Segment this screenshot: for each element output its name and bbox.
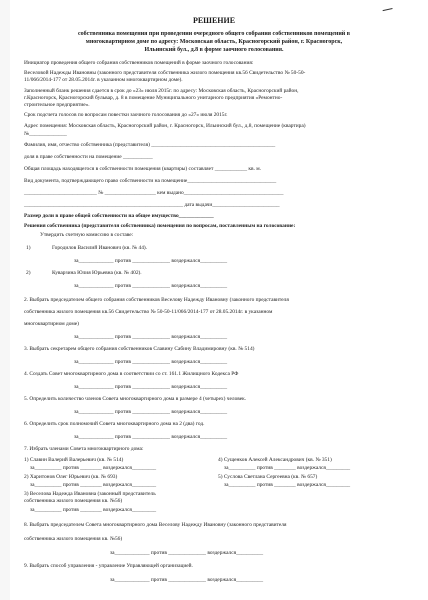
document-type-field[interactable]: Вид документа, подтверждающего право собственности на помещение_________________________________ (24, 178, 277, 184)
vote-question-3[interactable]: за_____________ против ______________ воздержался__________ (74, 359, 228, 365)
ownership-share-field[interactable]: доля в праве собственности на помещение ___________ (24, 154, 153, 160)
vote-member-1[interactable]: за__________ против ________ воздержался_________ (30, 465, 157, 471)
question-8-line-2: собственника жилого помещения кв. №56) (24, 536, 123, 542)
common-property-share: Размер доли в праве общей собственности на общее имущество_____________ (24, 213, 214, 219)
doc-subtitle-line-1: собственника помещения при проведении очередного общего собрания собственников помещений в (78, 31, 350, 37)
member-5: 5) Суслова Светлана Сергеевна (кв. № 657) (218, 474, 318, 480)
deadline-line-3: строительное предприятие». (24, 102, 90, 108)
question-7: 7. Избрать членами Совета многоквартирного дома: (24, 446, 144, 452)
premises-number-field[interactable]: №______________ (24, 131, 67, 137)
member-4: 4) Сущенков Алексей Александрович (кв. № 351) (218, 457, 332, 463)
question-2-line-2: собственника жилого помещения кв.56 Свидетельство № 50-50-11/066/2014-177 от 28.05.2014г. в указанном (24, 309, 273, 315)
pen-mark (383, 8, 394, 15)
vote-question-6[interactable]: за_____________ против ______________ воздержался__________ (74, 434, 228, 440)
question-3: 3. Выбрать секретарем общего собрания собственников Славину Сабину Владимировну (кв. № 514) (24, 346, 255, 352)
deadline-line-1: Заполненный бланк решения сдается в срок до «23» июля 2015г. по адресу: Московская область, Красногорский район, (24, 88, 299, 94)
question-2-line-1: 2. Выбрать председателем общего собрания собственников Веселову Надежду Ивановну (законного представителя (24, 297, 289, 303)
area-field[interactable]: Общая площадь находящегося в собственности помещения (квартиры) составляет ____________ кв. м. (24, 166, 262, 172)
vote-member-2[interactable]: за__________ против ________ воздержался_________ (30, 482, 157, 488)
vote-question-5[interactable]: за_____________ против ______________ воздержался__________ (74, 409, 228, 415)
vote-question-8[interactable]: за_____________ против ______________ воздержался__________ (110, 550, 264, 556)
vote-question-2[interactable]: за_____________ против ______________ воздержался__________ (74, 334, 228, 340)
document-number-field[interactable]: ___________________________ № ___________________ кем выдано_____________________________________ (24, 190, 284, 196)
issue-date-field[interactable]: ___________________________________________________________ дата выдачи_________________________ (24, 202, 280, 208)
question-4: 4. Создать Совет многоквартирного дома в соответствии со ст. 161.1 Жилищного Кодекса РФ (24, 371, 239, 377)
candidate-2: Куварзина Юлия Юрьевна (кв. № 402). (52, 270, 142, 276)
candidate-2-number: 2) (26, 270, 31, 276)
question-1: Утвердить счетную комиссию в составе: (40, 232, 134, 238)
doc-subtitle-line-2: многоквартирном доме по адресу: Московская область, Красногорский район, г. Красногорск, (85, 39, 343, 45)
vote-question-9[interactable]: за_____________ против ______________ воздержался__________ (110, 577, 264, 583)
member-1: 1) Славин Валерий Валерьевич (кв. № 514) (24, 457, 124, 463)
question-5: 5. Определить количество членов Совета многоквартирного дома в размере 4 (четырех) человек. (24, 396, 247, 402)
deadline-line-2: г.Красногорск, Красногорский бульвар, д. 8 в помещение Муниципального унитарного предприятия «Ремонтно- (24, 95, 283, 101)
owner-name-field[interactable]: Фамилия, имя, отчество собственника (представителя) ______________________________________________ (24, 142, 276, 148)
vote-candidate-2[interactable]: за_____________ против ______________ воздержался__________ (74, 283, 228, 289)
member-3-line-1: 3) Веселова Надежда Ивановна (законный представитель (24, 491, 156, 497)
question-8-line-1: 8. Выбрать председателем Совета многоквартирного дома Веселову Надежду Ивановну (законного представителя (24, 522, 287, 528)
vote-candidate-1[interactable]: за_____________ против ______________ воздержался__________ (74, 258, 228, 264)
decisions-heading: Решения собственника (представителя собственника) помещения по вопросам, поставленным на голосование: (24, 223, 296, 229)
premises-address: Адрес помещения: Московская область, Красногорский район, г. Красногорск, Ильинский бул., д.8, помещение (квартира) (24, 123, 306, 129)
member-2: 2) Харитонов Олег Юрьевич (кв. № 693) (24, 474, 118, 480)
candidate-1-number: 1) (26, 245, 31, 251)
question-2-line-3: многоквартирном доме) (24, 321, 79, 327)
initiator-line-2: 11/066/2014-177 от 28.05.2014г. в указанном многоквартирном доме). (24, 77, 183, 83)
vote-question-4[interactable]: за_____________ против ______________ воздержался__________ (74, 384, 228, 390)
initiator-line-1: Веселовой Надежды Ивановны (законного представителя собственника жилого помещения кв.56 Свидетельство № 50-50- (24, 70, 306, 76)
vote-member-5[interactable]: за__________ против ________ воздержался_________ (224, 482, 351, 488)
initiator-label: Инициатор проведения общего собрания собственников помещений в форме заочного голосования: (24, 60, 254, 66)
doc-subtitle-line-3: Ильинский бул., д.8 в форме заочного голосования. (144, 47, 284, 53)
count-deadline: Срок подсчета голосов по вопросам повестки заочного голосования до «27» июля 2015г. (24, 112, 228, 118)
vote-member-3[interactable]: за__________ против ________ воздержался_________ (30, 507, 157, 513)
member-3-line-2: собственника жилого помещения кв. №56) (24, 498, 123, 504)
candidate-1: Городилов Василий Иванович (кв. № 44). (52, 245, 148, 251)
scan-shadow (0, 0, 10, 600)
question-6: 6. Определить срок полномочий Совета многоквартирного дома на 2 (два) год. (24, 421, 205, 427)
doc-title: РЕШЕНИЕ (192, 16, 236, 25)
vote-member-4[interactable]: за__________ против ________ воздержался_________ (224, 465, 351, 471)
question-9: 9. Выбрать способ управления - управление Управляющей организацией. (24, 563, 193, 569)
